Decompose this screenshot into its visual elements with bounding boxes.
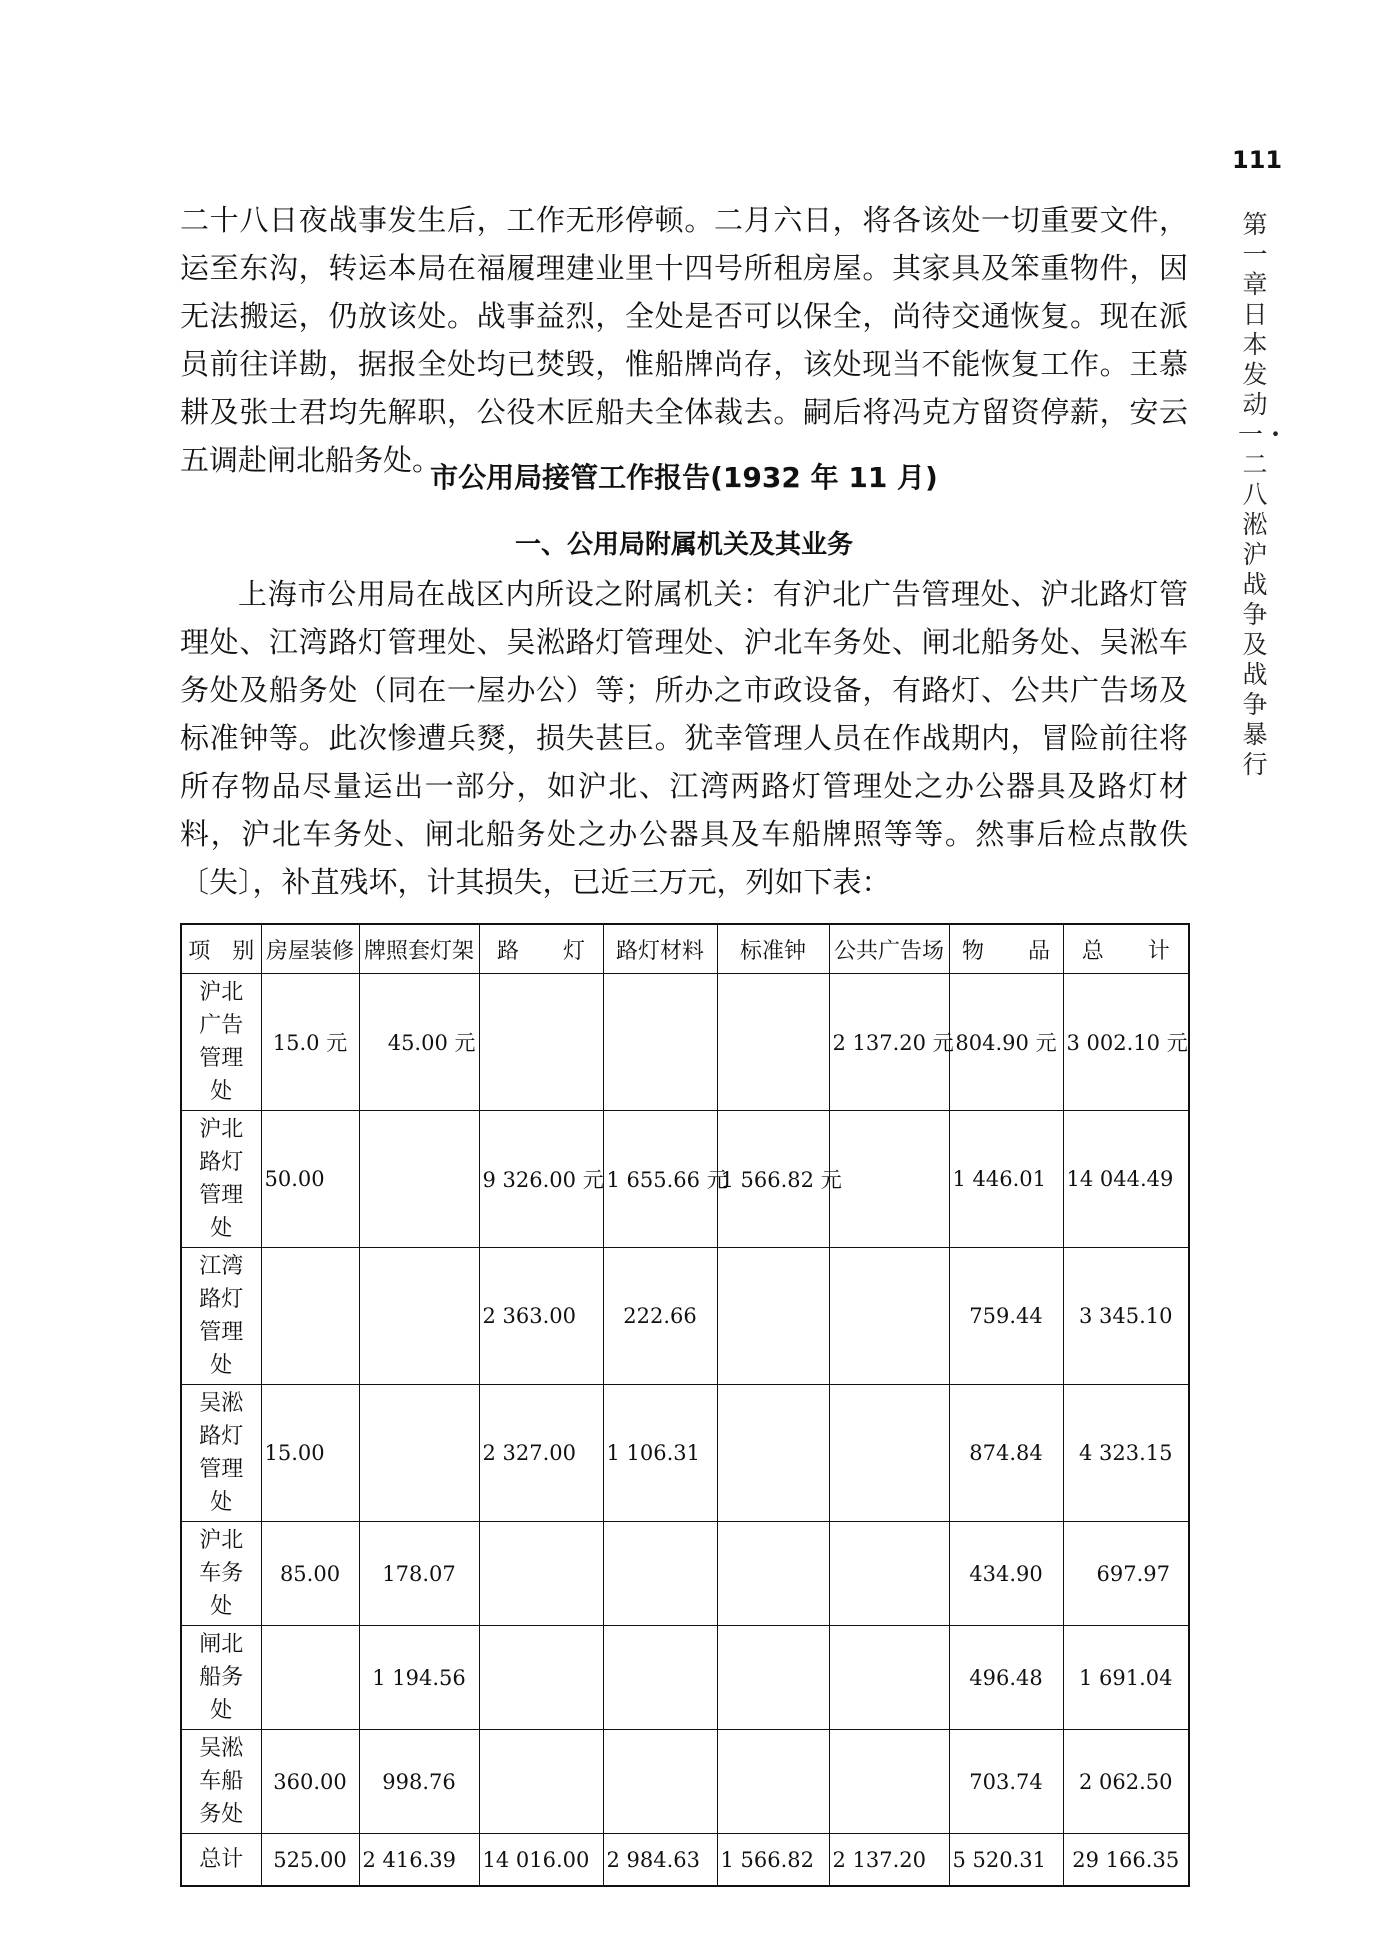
table-cell: 29 166.35 (1063, 1834, 1189, 1887)
table-cell (829, 1626, 949, 1730)
header-standard-clock: 标准钟 (717, 924, 829, 974)
table-cell: 496.48 (949, 1626, 1063, 1730)
table-cell (717, 1248, 829, 1385)
table-cell (717, 974, 829, 1111)
table-cell: 178.07 (359, 1522, 479, 1626)
table-cell: 3 002.10 元 (1063, 974, 1189, 1111)
header-license-fixtures: 牌照套灯架 (359, 924, 479, 974)
table-cell: 85.00 (261, 1522, 359, 1626)
row-label: 江湾路灯管理处 (181, 1248, 261, 1385)
table-cell (261, 1248, 359, 1385)
table-cell: 2 416.39 (359, 1834, 479, 1887)
table-cell: 1 691.04 (1063, 1626, 1189, 1730)
table-cell: 2 137.20 元 (829, 974, 949, 1111)
table-cell: 2 984.63 (603, 1834, 717, 1887)
table-row (181, 1248, 1189, 1385)
table-cell (359, 1111, 479, 1248)
table-cell: 50.00 (261, 1111, 359, 1248)
table-cell (829, 1248, 949, 1385)
table-cell: 874.84 (949, 1385, 1063, 1522)
table-cell: 15.00 (261, 1385, 359, 1522)
table-cell (717, 1385, 829, 1522)
table-row (181, 1111, 1189, 1248)
table-cell (717, 1730, 829, 1834)
intro-paragraph: 二十八日夜战事发生后，工作无形停顿。二月六日，将各该处一切重要文件，运至东沟，转运本局在福履理建业里十四号所租房屋。其家具及笨重物件，因无法搬运，仍放该处。战事益烈，全处是否可以保全，尚待交通恢复。现在派员前往详勘，据报全处均已焚毁，惟船牌尚存，该处现当不能恢复工作。王慕耕及张士君均先解职，公役木匠船夫全体裁去。嗣后将冯克方留资停薪，安云五调赴闸北船务处。 (180, 203, 1188, 477)
table-cell: 525.00 (261, 1834, 359, 1887)
table-cell (717, 1522, 829, 1626)
row-label: 沪北广告管理处 (181, 974, 261, 1111)
table-row (181, 1626, 1189, 1730)
section-title: 一、公用局附属机关及其业务 (514, 530, 853, 560)
table-cell: 1 194.56 (359, 1626, 479, 1730)
table-cell (359, 1385, 479, 1522)
table-cell: 45.00 元 (359, 974, 479, 1111)
row-label: 闸北船务处 (181, 1626, 261, 1730)
table-cell: 759.44 (949, 1248, 1063, 1385)
table-cell (479, 974, 603, 1111)
header-public-billboard: 公共广告场 (829, 924, 949, 974)
table-cell: 14 044.49 (1063, 1111, 1189, 1248)
table-cell: 5 520.31 (949, 1834, 1063, 1887)
header-street-lamps: 路 灯 (479, 924, 603, 974)
table-cell (603, 974, 717, 1111)
table-cell (479, 1626, 603, 1730)
table-row (181, 1730, 1189, 1834)
table-cell: 1 566.82 元 (717, 1111, 829, 1248)
table-cell: 1 655.66 元 (603, 1111, 717, 1248)
table-row (181, 1522, 1189, 1626)
table-cell: 2 137.20 (829, 1834, 949, 1887)
table-cell: 9 326.00 元 (479, 1111, 603, 1248)
table-header-row (181, 924, 1189, 974)
table-cell (603, 1626, 717, 1730)
table-cell (829, 1730, 949, 1834)
table-cell (603, 1730, 717, 1834)
table-cell: 703.74 (949, 1730, 1063, 1834)
table-cell: 2 327.00 (479, 1385, 603, 1522)
table-cell: 804.90 元 (949, 974, 1063, 1111)
loss-table (180, 923, 1190, 1887)
table-cell: 1 446.01 (949, 1111, 1063, 1248)
table-cell (717, 1626, 829, 1730)
report-title: 市公用局接管工作报告(1932 年 11 月) (430, 461, 938, 494)
row-label: 沪北车务处 (181, 1522, 261, 1626)
table-cell: 4 323.15 (1063, 1385, 1189, 1522)
header-category: 项 别 (181, 924, 261, 974)
row-label: 总计 (181, 1834, 261, 1887)
table-cell (829, 1522, 949, 1626)
table-cell: 222.66 (603, 1248, 717, 1385)
header-total: 总 计 (1063, 924, 1189, 974)
row-label: 吴淞车船务处 (181, 1730, 261, 1834)
header-goods: 物 品 (949, 924, 1063, 974)
table-cell: 998.76 (359, 1730, 479, 1834)
table-cell: 1 106.31 (603, 1385, 717, 1522)
table-cell: 2 062.50 (1063, 1730, 1189, 1834)
table-cell: 14 016.00 (479, 1834, 603, 1887)
row-label: 吴淞路灯管理处 (181, 1385, 261, 1522)
table-cell (479, 1522, 603, 1626)
table-total-row (181, 1834, 1189, 1887)
table-cell: 360.00 (261, 1730, 359, 1834)
header-renovation: 房屋装修 (261, 924, 359, 974)
table-cell: 15.0 元 (261, 974, 359, 1111)
table-cell: 697.97 (1063, 1522, 1189, 1626)
table-cell (829, 1111, 949, 1248)
table-cell (603, 1522, 717, 1626)
table-cell (829, 1385, 949, 1522)
section-paragraph: 上海市公用局在战区内所设之附属机关：有沪北广告管理处、沪北路灯管理处、江湾路灯管理处、吴淞路灯管理处、沪北车务处、闸北船务处、吴淞车务处及船务处（同在一屋办公）等；所办之市政设备，有路灯、公共广告场及标准钟等。此次惨遭兵燹，损失甚巨。犹幸管理人员在作战期内，冒险前往将所存物品尽量运出一部分，如沪北、江湾两路灯管理处之办公器具及路灯材料，沪北车务处、闸北船务处之办公器具及车船牌照等等。然事后检点散佚〔失〕，补苴残坏，计其损失，已近三万元，列如下表： (180, 577, 1188, 899)
table-row (181, 974, 1189, 1111)
running-head: 第一章 日本发动一・二八淞沪战争及战争暴行 (1238, 210, 1293, 779)
header-lamp-materials: 路灯材料 (603, 924, 717, 974)
table-cell (261, 1626, 359, 1730)
table-cell (479, 1730, 603, 1834)
table-cell: 3 345.10 (1063, 1248, 1189, 1385)
table-cell (359, 1248, 479, 1385)
row-label: 沪北路灯管理处 (181, 1111, 261, 1248)
page-number: 111 (1232, 146, 1283, 174)
table-cell: 434.90 (949, 1522, 1063, 1626)
table-row (181, 1385, 1189, 1522)
table-cell: 1 566.82 (717, 1834, 829, 1887)
table-cell: 2 363.00 (479, 1248, 603, 1385)
